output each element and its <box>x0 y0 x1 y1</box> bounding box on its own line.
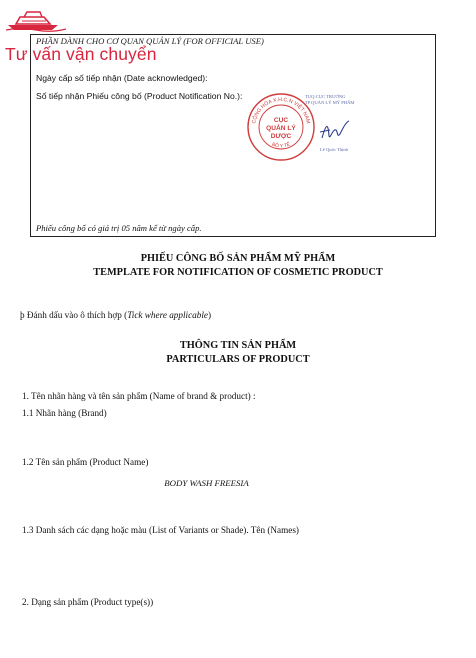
stamp-center-line-2: QUẢN LÝ <box>266 125 296 132</box>
tick-note <box>20 310 211 320</box>
svg-text:BỘ Y TẾ <box>271 140 292 149</box>
notification-number-label: Số tiếp nhận Phiếu công bố (Product Notification No.): <box>36 91 243 101</box>
signer-name: Lê Quốc Thịnh <box>320 147 348 152</box>
tick-note-italic: Tick where applicable <box>127 310 208 320</box>
tick-note-prefix: þ Đánh dấu vào ô thích hợp ( <box>20 310 128 320</box>
stamp-bottom-text: BỘ Y TẾ <box>270 141 292 150</box>
stamp-center-line-3: DƯỢC <box>270 133 292 140</box>
item-1-1-brand: 1.1 Nhãn hàng (Brand) <box>22 408 107 418</box>
section-title-en: PARTICULARS OF PRODUCT <box>166 354 310 365</box>
stamp-ring-text: CỘNG HÒA X.H.C.N VIỆT NAM <box>251 96 311 125</box>
document-title-vi: PHIẾU CÔNG BỐ SẢN PHẨM MỸ PHẨM <box>140 253 336 264</box>
signer-title-2: TP.QUẢN LÝ MỸ PHẨM <box>305 100 355 105</box>
document-title-en: TEMPLATE FOR NOTIFICATION OF COSMETIC PRODUCT <box>93 267 383 278</box>
official-use-header: PHẦN DÀNH CHO CƠ QUAN QUẢN LÝ (FOR OFFICIAL USE) <box>36 36 264 46</box>
item-1-brand-product: 1. Tên nhãn hàng và tên sản phẩm (Name of brand & product) : <box>22 391 256 401</box>
watermark-brand-text: Tư vấn vận chuyển <box>5 44 157 64</box>
signature-icon <box>318 118 354 144</box>
watermark-logo <box>6 8 66 37</box>
item-1-3-variants: 1.3 Danh sách các dạng hoặc màu (List of Variants or Shade). Tên (Names) <box>22 525 299 535</box>
section-title-vi: THÔNG TIN SẢN PHẨM <box>179 340 297 351</box>
signer-title-1: TUQ.CỤC TRƯỞNG <box>305 94 346 99</box>
date-acknowledged-label: Ngày cấp số tiếp nhận (Date acknowledged): <box>36 73 208 83</box>
item-1-2-product-name: 1.2 Tên sản phẩm (Product Name) <box>22 457 149 467</box>
tick-note-suffix: ) <box>208 310 212 320</box>
stamp-center-line-1: CỤC <box>273 117 289 124</box>
ship-icon <box>6 8 66 32</box>
validity-note: Phiếu công bố có giá trị 05 năm kể từ ngày cấp. <box>36 223 202 233</box>
item-2-product-type: 2. Dạng sản phẩm (Product type(s)) <box>22 597 154 607</box>
product-name-value: BODY WASH FREESIA <box>164 478 249 488</box>
